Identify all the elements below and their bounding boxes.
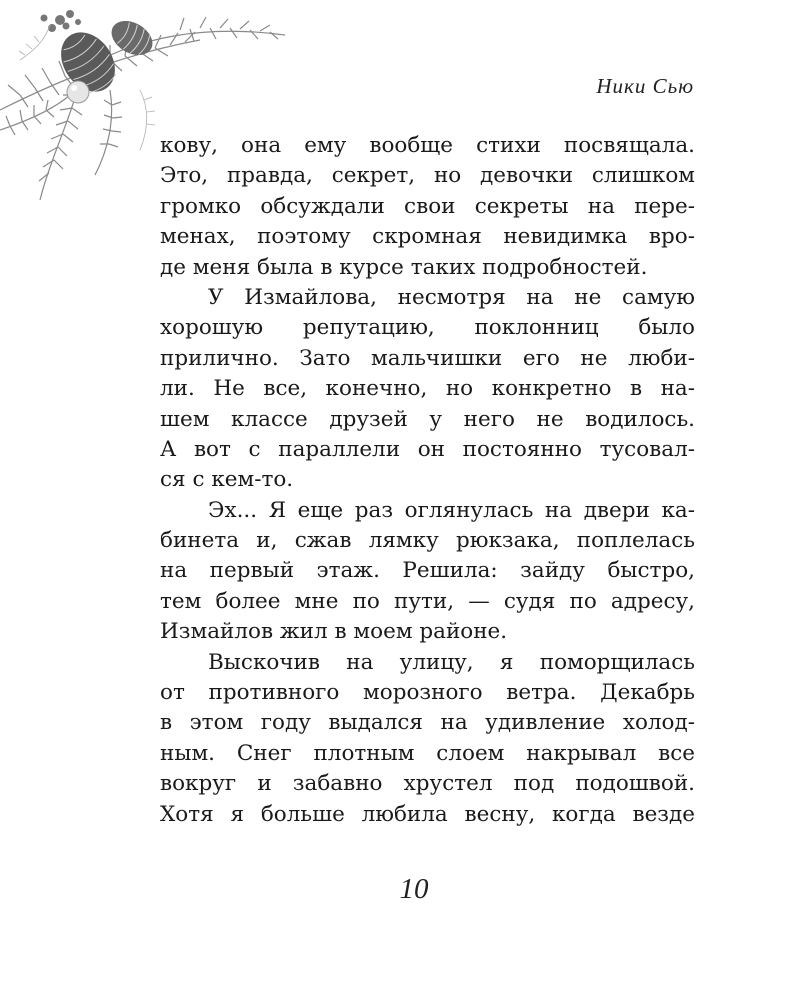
text-line: Измайлов жил в моем районе.: [160, 619, 508, 645]
text-line: вокруг и забавно хрустел под подошвой.: [160, 771, 695, 797]
text-line: в этом году выдался на удивление холод-: [160, 710, 695, 736]
text-line: Выскочив на улицу, я поморщилась: [208, 649, 695, 675]
text-line: ся с кем-то.: [160, 467, 294, 493]
text-line: У Измайлова, несмотря на не самую: [208, 284, 695, 310]
text-line: ли. Не все, конечно, но конкретно в на-: [160, 376, 695, 402]
text-line: ным. Снег плотным слоем накрывал все: [160, 740, 695, 766]
text-line: на первый этаж. Решила: зайду быстро,: [160, 558, 695, 584]
page-number: 10: [399, 873, 429, 905]
text-line: от противного морозного ветра. Декабрь: [160, 680, 695, 706]
text-line: кову, она ему вообще стихи посвящала.: [160, 133, 695, 158]
pine-cone-small: [105, 14, 158, 62]
running-head-author: Ники Сью: [596, 74, 694, 98]
page-body-text: [160, 131, 695, 830]
text-line: менах, поэтому скромная невидимка вро-: [160, 224, 695, 250]
text-line: А вот с параллели он постоянно тусовал-: [160, 436, 695, 462]
text-line: Это, правда, секрет, но девочки слишком: [160, 163, 695, 189]
text-line: бинета и, сжав лямку рюкзака, поплелась: [160, 528, 695, 554]
text-line: де меня была в курсе таких подробностей.: [160, 254, 648, 280]
text-line: прилично. Зато мальчишки его не люби-: [160, 345, 695, 371]
text-line: тем более мне по пути, — судя по адресу,: [160, 588, 695, 614]
text-line: шем классе друзей у него не водилось.: [160, 406, 695, 432]
text-line: Хотя я больше любила весну, когда везде: [160, 801, 695, 827]
berries-icon: [41, 10, 82, 32]
text-line: Эх... Я еще раз оглянулась на двери ка-: [208, 497, 695, 523]
bauble-icon: [67, 81, 89, 103]
text-line: громко обсуждали свои секреты на пере-: [160, 193, 695, 219]
text-line: хорошую репутацию, поклонниц было: [160, 315, 695, 341]
